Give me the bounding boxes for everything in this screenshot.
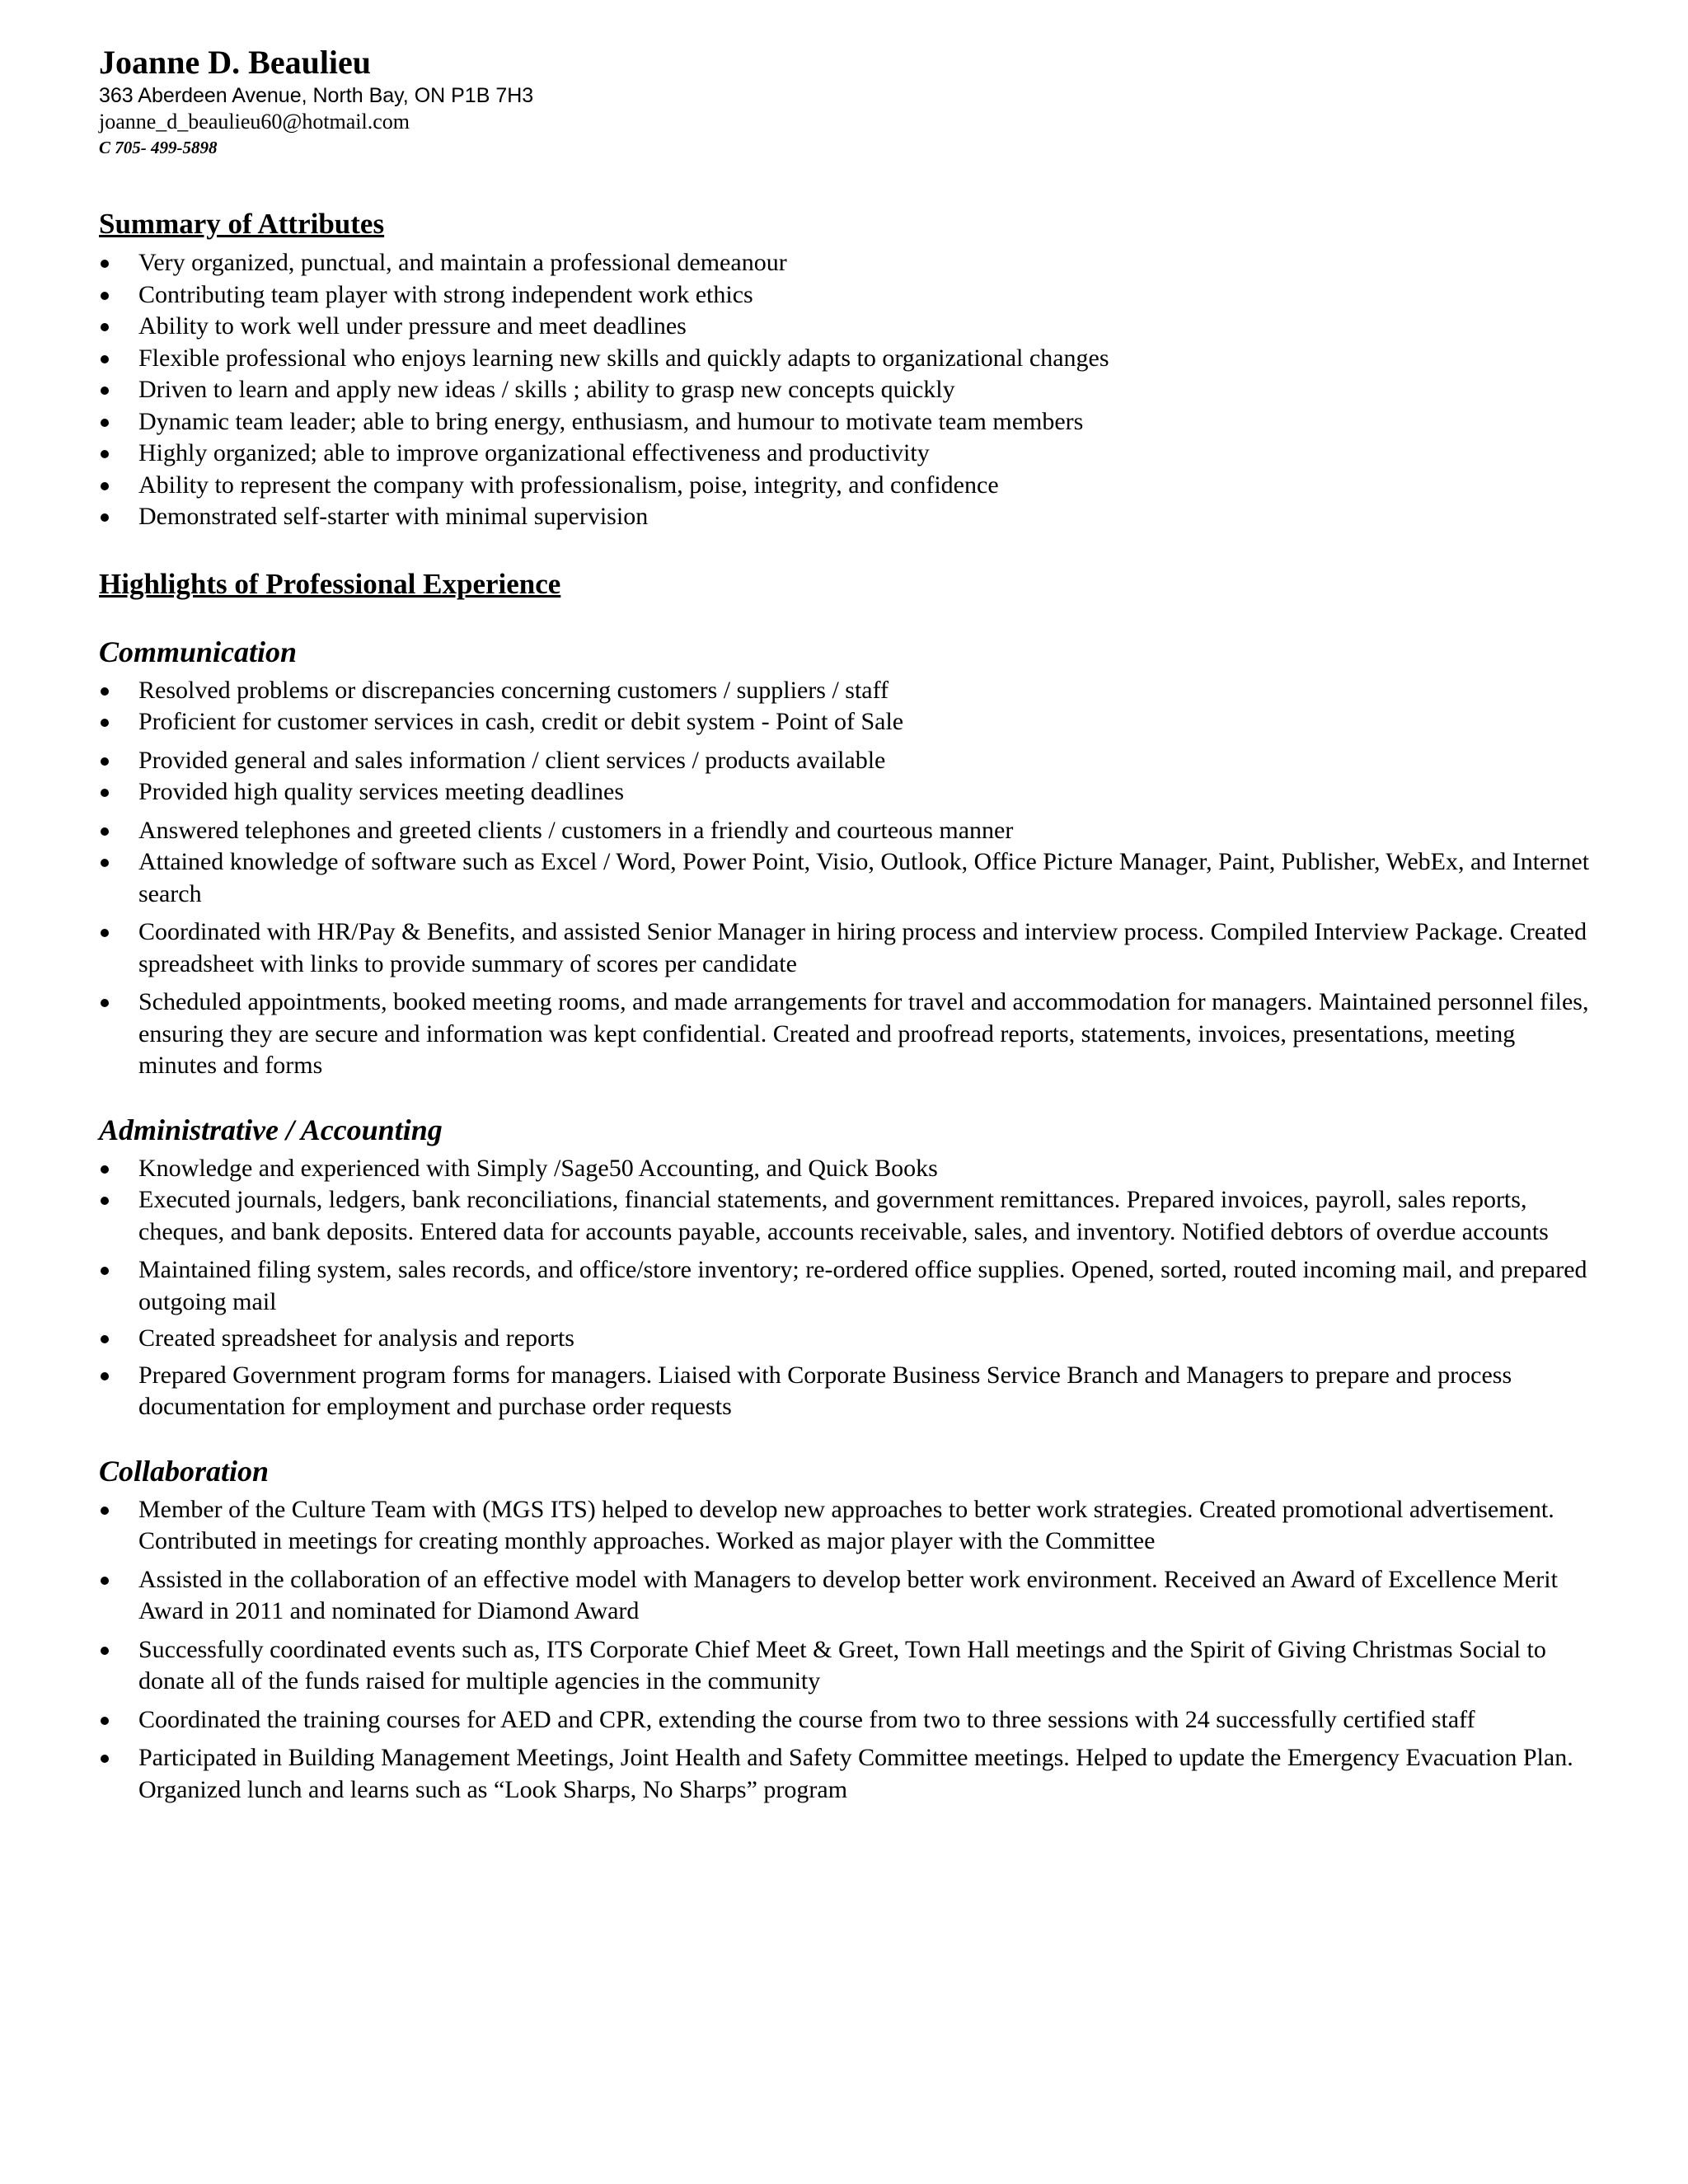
list-item: [99, 916, 1599, 980]
bullet-icon: [101, 292, 109, 300]
administrative-list: [99, 1153, 1599, 1423]
bullet-icon: [101, 1507, 109, 1515]
collaboration-list: [99, 1494, 1599, 1807]
bullet-icon: [101, 1165, 109, 1174]
list-item-text: Driven to learn and apply new ideas / skills ; ability to grasp new concepts quickly: [138, 376, 955, 403]
list-item-text: Provided high quality services meeting deadlines: [138, 778, 625, 805]
highlights-heading: Highlights of Professional Experience: [99, 567, 561, 600]
list-item: [99, 1184, 1599, 1248]
list-item-text: Provided general and sales information / client services / products available: [138, 746, 886, 774]
list-item-text: Prepared Government program forms for managers. Liaised with Corporate Business Service Branch and Managers to prepare and process documentation for employment and purchase order requests: [138, 1361, 1512, 1420]
list-item: [99, 438, 1599, 470]
phone-number: C 705- 499-5898: [99, 138, 218, 157]
bullet-icon: [101, 513, 109, 522]
list-item-text: Participated in Building Management Meetings, Joint Health and Safety Committee meetings. Helped to update the Emergency Evacuation Plan. Organized lunch and learns such as “Look Sharps, No Sharps” program: [138, 1744, 1573, 1803]
list-item: [99, 745, 1599, 777]
bullet-icon: [101, 1335, 109, 1343]
list-item-text: Ability to work well under pressure and meet deadlines: [138, 312, 687, 340]
bullet-icon: [101, 482, 109, 490]
list-item-text: Knowledge and experienced with Simply /Sage50 Accounting, and Quick Books: [138, 1154, 938, 1182]
bullet-icon: [101, 1577, 109, 1585]
applicant-name: Joanne D. Beaulieu: [99, 44, 372, 81]
list-item-text: Flexible professional who enjoys learning new skills and quickly adapts to organizational changes: [138, 344, 1109, 372]
list-item: [99, 846, 1599, 910]
bullet-icon: [101, 827, 109, 836]
bullet-icon: [101, 387, 109, 395]
list-item: [99, 247, 1599, 279]
list-item-text: Very organized, punctual, and maintain a professional demeanour: [138, 249, 787, 276]
list-item: [99, 1153, 1599, 1185]
list-item-text: Coordinated the training courses for AED and CPR, extending the course from two to three sessions with 24 successfully certified staff: [138, 1705, 1475, 1733]
bullet-icon: [101, 1647, 109, 1655]
list-item-text: Member of the Culture Team with (MGS ITS) helped to develop new approaches to better work strategies. Created promotional advertisement. Contributed in meetings for creating monthly approaches. Worked as major player with the Committee: [138, 1495, 1554, 1554]
list-item: [99, 987, 1599, 1082]
list-item-text: Successfully coordinated events such as, ITS Corporate Chief Meet & Greet, Town Hall meetings and the Spirit of Giving Christmas Social to donate all of the funds raised for multiple agencies in the community: [138, 1635, 1546, 1694]
administrative-heading: Administrative / Accounting: [99, 1113, 443, 1146]
list-item-text: Answered telephones and greeted clients / customers in a friendly and courteous manner: [138, 816, 1014, 844]
bullet-icon: [101, 687, 109, 696]
list-item: [99, 1323, 1599, 1355]
list-item: [99, 470, 1599, 502]
list-item-text: Attained knowledge of software such as Excel / Word, Power Point, Visio, Outlook, Office Picture Manager, Paint, Publisher, WebEx, and Internet search: [138, 848, 1590, 907]
list-item-text: Ability to represent the company with professionalism, poise, integrity, and confidence: [138, 471, 999, 499]
collaboration-heading: Collaboration: [99, 1454, 270, 1488]
list-item: [99, 1742, 1599, 1806]
list-item-text: Coordinated with HR/Pay & Benefits, and assisted Senior Manager in hiring process and interview process. Compiled Interview Package. Created spreadsheet with links to provide summary of scores per candidate: [138, 918, 1587, 977]
list-item: [99, 501, 1599, 533]
list-item: [99, 406, 1599, 438]
mailing-address: 363 Aberdeen Avenue, North Bay, ON P1B 7H3: [99, 84, 534, 107]
bullet-icon: [101, 929, 109, 937]
list-item-text: Highly organized; able to improve organizational effectiveness and productivity: [138, 439, 930, 466]
list-item: [99, 1704, 1599, 1736]
bullet-icon: [101, 1197, 109, 1205]
list-item: [99, 1634, 1599, 1698]
list-item-text: Maintained filing system, sales records, and office/store inventory; re-ordered office supplies. Opened, sorted, routed incoming mail, and prepared outgoing mail: [138, 1256, 1587, 1315]
bullet-icon: [101, 1717, 109, 1725]
summary-heading: Summary of Attributes: [99, 208, 385, 240]
list-item-text: Created spreadsheet for analysis and reports: [138, 1324, 574, 1352]
list-item-text: Dynamic team leader; able to bring energy, enthusiasm, and humour to motivate team members: [138, 407, 1084, 435]
list-item: [99, 1564, 1599, 1628]
bullet-icon: [101, 1372, 109, 1380]
resume-page: [99, 43, 1599, 1806]
list-item: [99, 343, 1599, 375]
bullet-icon: [101, 419, 109, 427]
list-item: [99, 815, 1599, 847]
bullet-icon: [101, 450, 109, 458]
bullet-icon: [101, 355, 109, 363]
list-item: [99, 1494, 1599, 1558]
list-item: [99, 374, 1599, 406]
bullet-icon: [101, 789, 109, 797]
bullet-icon: [101, 323, 109, 331]
bullet-icon: [101, 757, 109, 766]
summary-list: [99, 247, 1599, 533]
list-item-text: Assisted in the collaboration of an effective model with Managers to develop better work environment. Received an Award of Excellence Merit Award in 2011 and nominated for Diamond Award: [138, 1565, 1558, 1624]
list-item: [99, 1254, 1599, 1318]
list-item: [99, 311, 1599, 343]
list-item: [99, 706, 1599, 738]
contact-header: [99, 43, 1599, 160]
bullet-icon: [101, 260, 109, 268]
bullet-icon: [101, 859, 109, 867]
email-address: joanne_d_beaulieu60@hotmail.com: [99, 110, 410, 134]
bullet-icon: [101, 999, 109, 1007]
list-item-text: Scheduled appointments, booked meeting rooms, and made arrangements for travel and accommodation for managers. Maintained personnel files, ensuring they are secure and information was kept confidential. Created and proofread reports, statements, invoices, presentations, meeting minutes and forms: [138, 988, 1589, 1079]
bullet-icon: [101, 1267, 109, 1275]
bullet-icon: [101, 1755, 109, 1763]
bullet-icon: [101, 719, 109, 727]
list-item-text: Contributing team player with strong independent work ethics: [138, 280, 753, 308]
list-item-text: Executed journals, ledgers, bank reconciliations, financial statements, and government remittances. Prepared invoices, payroll, sales reports, cheques, and bank deposits. Entered data for accounts payable, accounts receivable, sales, and inventory. Notified debtors of overdue accounts: [138, 1186, 1549, 1245]
list-item-text: Resolved problems or discrepancies concerning customers / suppliers / staff: [138, 676, 889, 704]
list-item-text: Demonstrated self-starter with minimal supervision: [138, 503, 649, 530]
list-item: [99, 776, 1599, 808]
list-item: [99, 1360, 1599, 1423]
communication-list: [99, 675, 1599, 1082]
list-item: [99, 279, 1599, 312]
communication-heading: Communication: [99, 635, 298, 668]
list-item: [99, 675, 1599, 707]
list-item-text: Proficient for customer services in cash, credit or debit system - Point of Sale: [138, 708, 904, 735]
